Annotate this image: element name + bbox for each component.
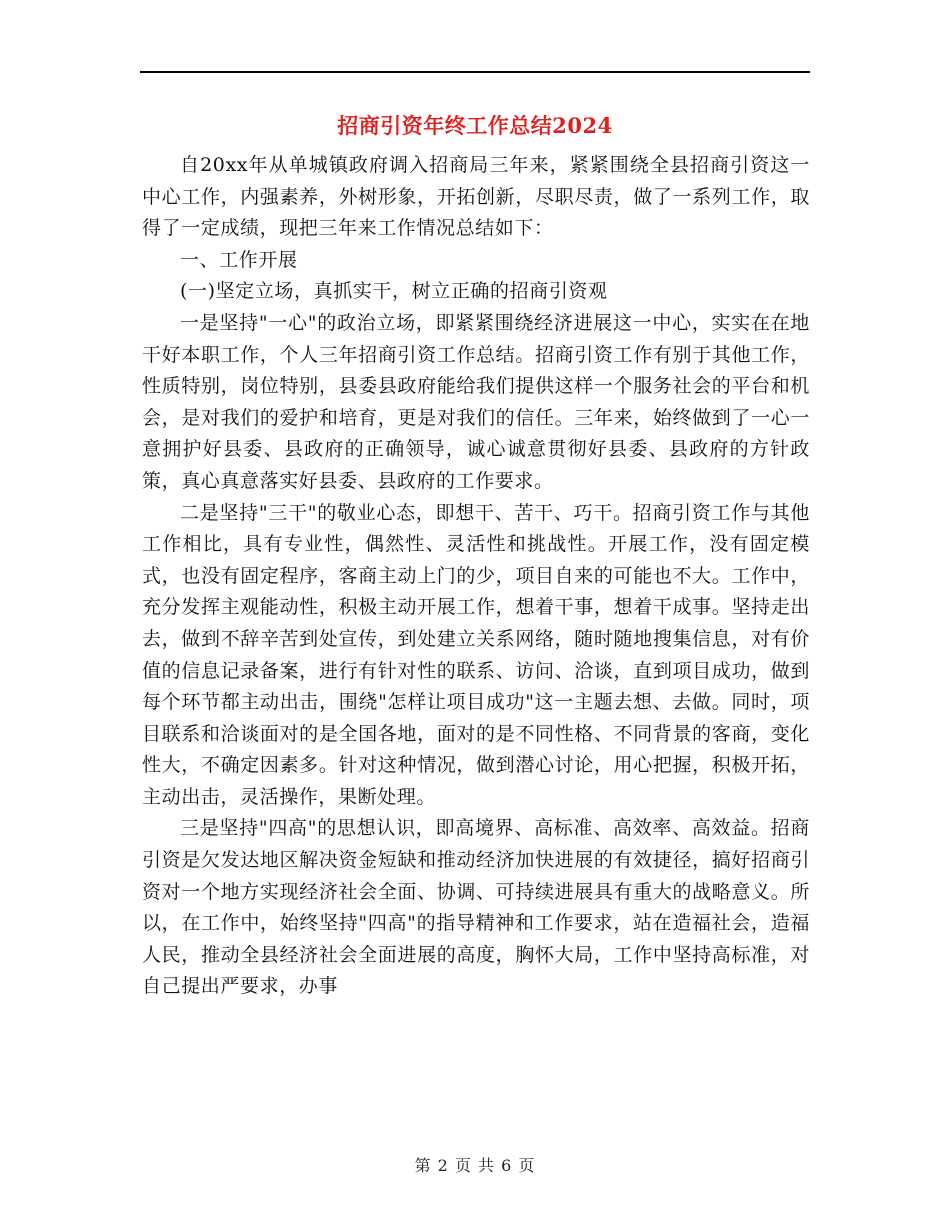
paragraph-intro: 自20xx年从单城镇政府调入招商局三年来，紧紧围绕全县招商引资这一中心工作，内强素养，外树形象，开拓创新，尽职尽责，做了一系列工作，取得了一定成绩，现把三年来工作情况总结如下： xyxy=(142,154,810,240)
paragraph-point-three: 三是坚持"四高"的思想认识，即高境界、高标准、高效率、高效益。招商引资是欠发达地区解决资金短缺和推动经济加快进展的有效捷径，搞好招商引资对一个地方实现经济社会全面、协调、可持续进展具有重大的战略意义。所以，在工作中，始终坚持"四高"的指导精神和工作要求，站在造福社会，造福人民，推动全县经济社会全面进展的高度，胸怀大局，工作中坚持高标准，对自己提出严要求，办事 xyxy=(142,817,810,998)
document-body xyxy=(142,150,810,1003)
document-title: 招商引资年终工作总结2024 xyxy=(337,113,613,138)
paragraph-point-two: 二是坚持"三干"的敬业心态，即想干、苦干、巧干。招商引资工作与其他工作相比，具有专业性，偶然性、灵活性和挑战性。开展工作，没有固定模式，也没有固定程序，客商主动上门的少，项目自来的可能也不大。工作中，充分发挥主观能动性，积极主动开展工作，想着干事，想着干成事。坚持走出去，做到不辞辛苦到处宣传，到处建立关系网络，随时随地搜集信息，对有价值的信息记录备案，进行有针对性的联系、访问、洽谈，直到项目成功，做到每个环节都主动出击，围绕"怎样让项目成功"这一主题去想、去做。同时，项目联系和洽谈面对的是全国各地，面对的是不同性格、不同背景的客商，变化性大，不确定因素多。针对这种情况，做到潜心讨论，用心把握，积极开拓，主动出击，灵活操作，果断处理。 xyxy=(142,501,810,808)
subsection-heading: (一)坚定立场，真抓实干，树立正确的招商引资观 xyxy=(180,280,608,303)
page-footer: 第 2 页 共 6 页 xyxy=(414,1156,536,1175)
section-heading: 一、工作开展 xyxy=(180,248,298,271)
paragraph-point-one: 一是坚持"一心"的政治立场，即紧紧围绕经济进展这一中心，实实在在地干好本职工作，个人三年招商引资工作总结。招商引资工作有别于其他工作，性质特别，岗位特别，县委县政府能给我们提供这样一个服务社会的平台和机会，是对我们的爱护和培育，更是对我们的信任。三年来，始终做到了一心一意拥护好县委、县政府的正确领导，诚心诚意贯彻好县委、县政府的方针政策，真心真意落实好县委、县政府的工作要求。 xyxy=(142,311,810,492)
header-rule xyxy=(140,71,810,73)
